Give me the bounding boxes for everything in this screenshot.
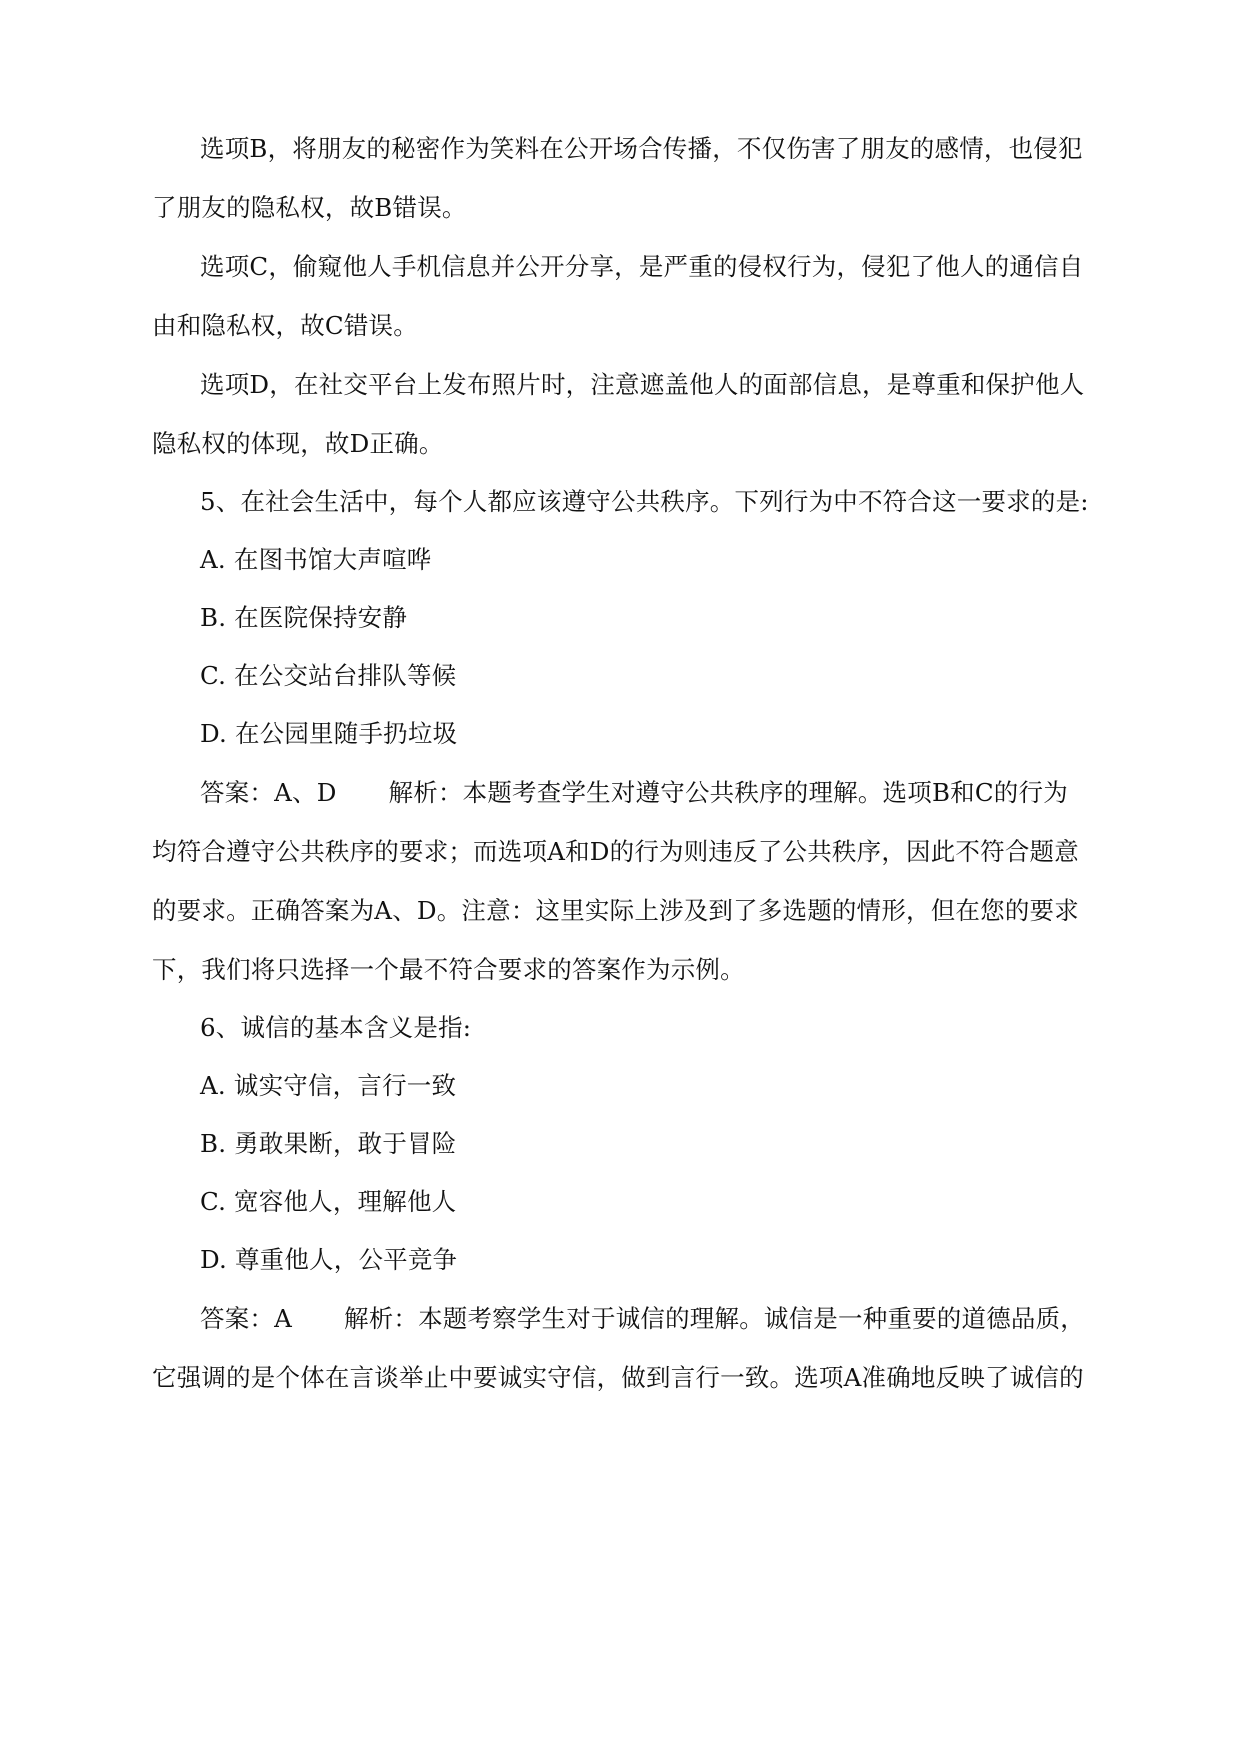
question-5-option-d: D. 在公园里随手扔垃圾 <box>200 719 458 748</box>
paragraph-option-d-explanation-line-2: 隐私权的体现，故D正确。 <box>152 429 444 458</box>
question-6-analysis-start: 解析：本题考察学生对于诚信的理解。诚信是一种重要的道德品质， <box>344 1304 1085 1333</box>
paragraph-option-b-explanation-line-1: 选项B，将朋友的秘密作为笑料在公开场合传播，不仅伤害了朋友的感情，也侵犯 <box>200 134 1083 163</box>
question-5-stem: 5、在社会生活中，每个人都应该遵守公共秩序。下列行为中不符合这一要求的是: <box>200 487 1089 516</box>
question-6-option-b: B. 勇敢果断，敢于冒险 <box>200 1129 457 1158</box>
question-6-answer: 答案：A <box>200 1304 292 1333</box>
question-5-answer: 答案：A、D <box>200 778 337 807</box>
question-5-answer-line <box>200 776 1140 810</box>
question-5-analysis-line-2: 均符合遵守公共秩序的要求；而选项A和D的行为则违反了公共秩序，因此不符合题意 <box>152 837 1079 866</box>
question-5-option-b: B. 在医院保持安静 <box>200 603 408 632</box>
paragraph-option-c-explanation-line-2: 由和隐私权，故C错误。 <box>152 311 418 340</box>
question-5-option-a: A. 在图书馆大声喧哗 <box>200 545 432 574</box>
paragraph-option-c-explanation-line-1: 选项C，偷窥他人手机信息并公开分享，是严重的侵权行为，侵犯了他人的通信自 <box>200 252 1084 281</box>
question-5-analysis-start: 解析：本题考查学生对遵守公共秩序的理解。选项B和C的行为 <box>388 778 1068 807</box>
question-6-option-d: D. 尊重他人，公平竞争 <box>200 1245 458 1274</box>
question-6-option-a: A. 诚实守信，言行一致 <box>200 1071 457 1100</box>
question-5-option-c: C. 在公交站台排队等候 <box>200 661 457 690</box>
question-6-option-c: C. 宽容他人，理解他人 <box>200 1187 457 1216</box>
question-6-stem: 6、诚信的基本含义是指: <box>200 1013 472 1042</box>
question-6-analysis-line-2: 它强调的是个体在言谈举止中要诚实守信，做到言行一致。选项A准确地反映了诚信的 <box>152 1363 1084 1392</box>
question-5-analysis-line-3: 的要求。正确答案为A、D。注意：这里实际上涉及到了多选题的情形，但在您的要求 <box>152 896 1079 925</box>
paragraph-option-d-explanation-line-1: 选项D，在社交平台上发布照片时，注意遮盖他人的面部信息，是尊重和保护他人 <box>200 370 1085 399</box>
paragraph-option-b-explanation-line-2: 了朋友的隐私权，故B错误。 <box>152 193 467 222</box>
question-6-answer-line <box>200 1302 1140 1336</box>
question-5-analysis-line-4: 下，我们将只选择一个最不符合要求的答案作为示例。 <box>152 955 745 984</box>
